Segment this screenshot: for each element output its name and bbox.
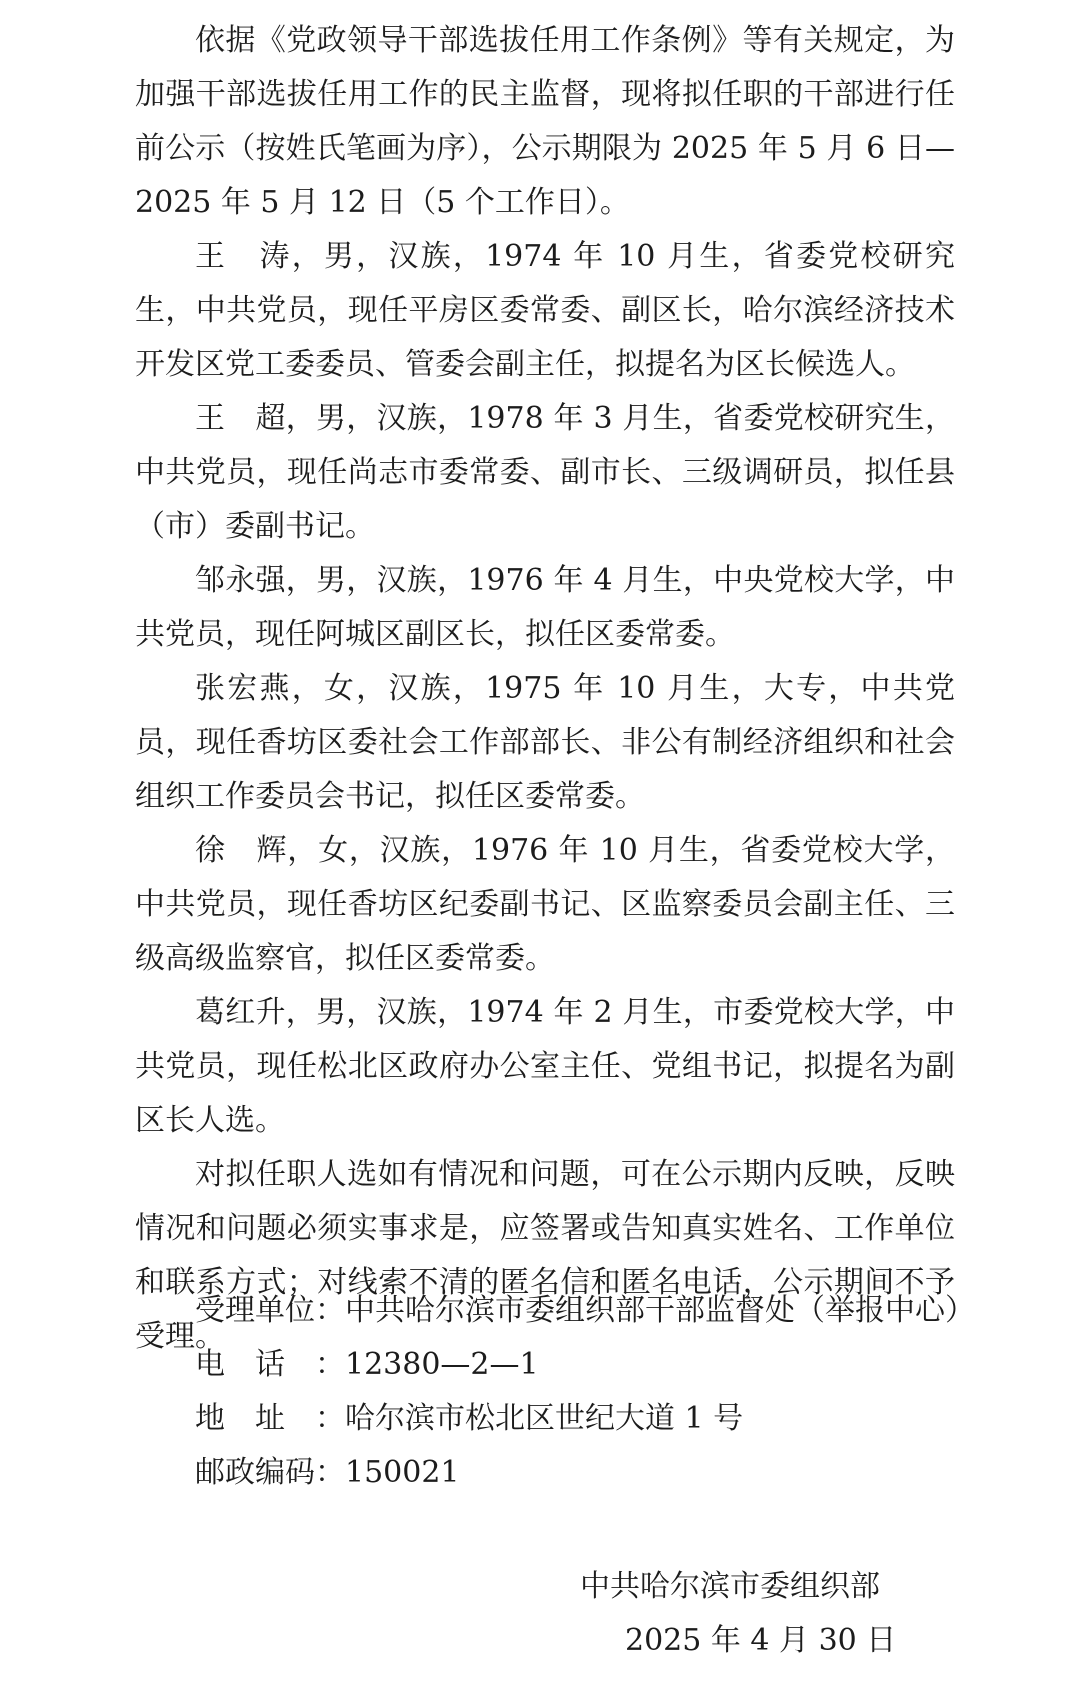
contact-postcode-label: 邮政编码： [195, 1455, 345, 1490]
contact-phone-row [195, 1338, 975, 1392]
candidate-zou-yongqiang: 邹永强，男，汉族，1976 年 4 月生，中央党校大学，中共党员，现任阿城区副区长，拟任区委常委。 [135, 563, 955, 652]
contact-postcode-row [195, 1446, 975, 1500]
contact-unit-row [195, 1284, 975, 1338]
contact-address-label: 地址 [195, 1401, 315, 1436]
candidate-ge-hongsheng: 葛红升，男，汉族，1974 年 2 月生，市委党校大学，中共党员，现任松北区政府办公室主任、党组书记，拟提名为副区长人选。 [135, 995, 955, 1138]
signature-date: 2025 年 4 月 30 日 [625, 1623, 897, 1658]
contact-address-row [195, 1392, 975, 1446]
candidate-xu-hui: 徐 辉，女，汉族，1976 年 10 月生，省委党校大学，中共党员，现任香坊区纪委副书记、区监察委员会副主任、三级高级监察官，拟任区委常委。 [135, 833, 955, 976]
contact-address-colon: ： [315, 1401, 345, 1436]
contact-phone-label: 电话 [195, 1347, 315, 1382]
candidate-wang-chao: 王 超，男，汉族，1978 年 3 月生，省委党校研究生，中共党员，现任尚志市委常委、副市长、三级调研员，拟任县（市）委副书记。 [135, 401, 955, 544]
contact-phone-value: 12380—2—1 [345, 1347, 539, 1382]
contact-unit-label: 受理单位： [195, 1293, 345, 1328]
contact-address-value: 哈尔滨市松北区世纪大道 1 号 [345, 1401, 744, 1436]
contact-info [195, 1284, 975, 1500]
contact-postcode-value: 150021 [345, 1455, 460, 1490]
contact-phone-colon: ： [315, 1347, 345, 1382]
signature-org: 中共哈尔滨市委组织部 [580, 1569, 880, 1604]
feedback-paragraph: 对拟任职人选如有情况和问题，可在公示期内反映，反映情况和问题必须实事求是，应签署或告知真实姓名、工作单位和联系方式；对线索不清的匿名信和匿名电话，公示期间不予受理。 [135, 1157, 955, 1354]
notice-body [135, 14, 955, 1364]
candidate-zhang-hongyan: 张宏燕，女，汉族，1975 年 10 月生，大专，中共党员，现任香坊区委社会工作部部长、非公有制经济组织和社会组织工作委员会书记，拟任区委常委。 [135, 671, 955, 814]
intro-paragraph: 依据《党政领导干部选拔任用工作条例》等有关规定，为加强干部选拔任用工作的民主监督，现将拟任职的干部进行任前公示（按姓氏笔画为序），公示期限为 2025 年 5 月 6 日—2025 年 5 月 12 日（5 个工作日）。 [135, 23, 955, 220]
contact-unit-value: 中共哈尔滨市委组织部干部监督处（举报中心） [345, 1293, 975, 1328]
candidate-wang-tao: 王 涛，男，汉族，1974 年 10 月生，省委党校研究生，中共党员，现任平房区委常委、副区长，哈尔滨经济技术开发区党工委委员、管委会副主任，拟提名为区长候选人。 [135, 239, 955, 382]
